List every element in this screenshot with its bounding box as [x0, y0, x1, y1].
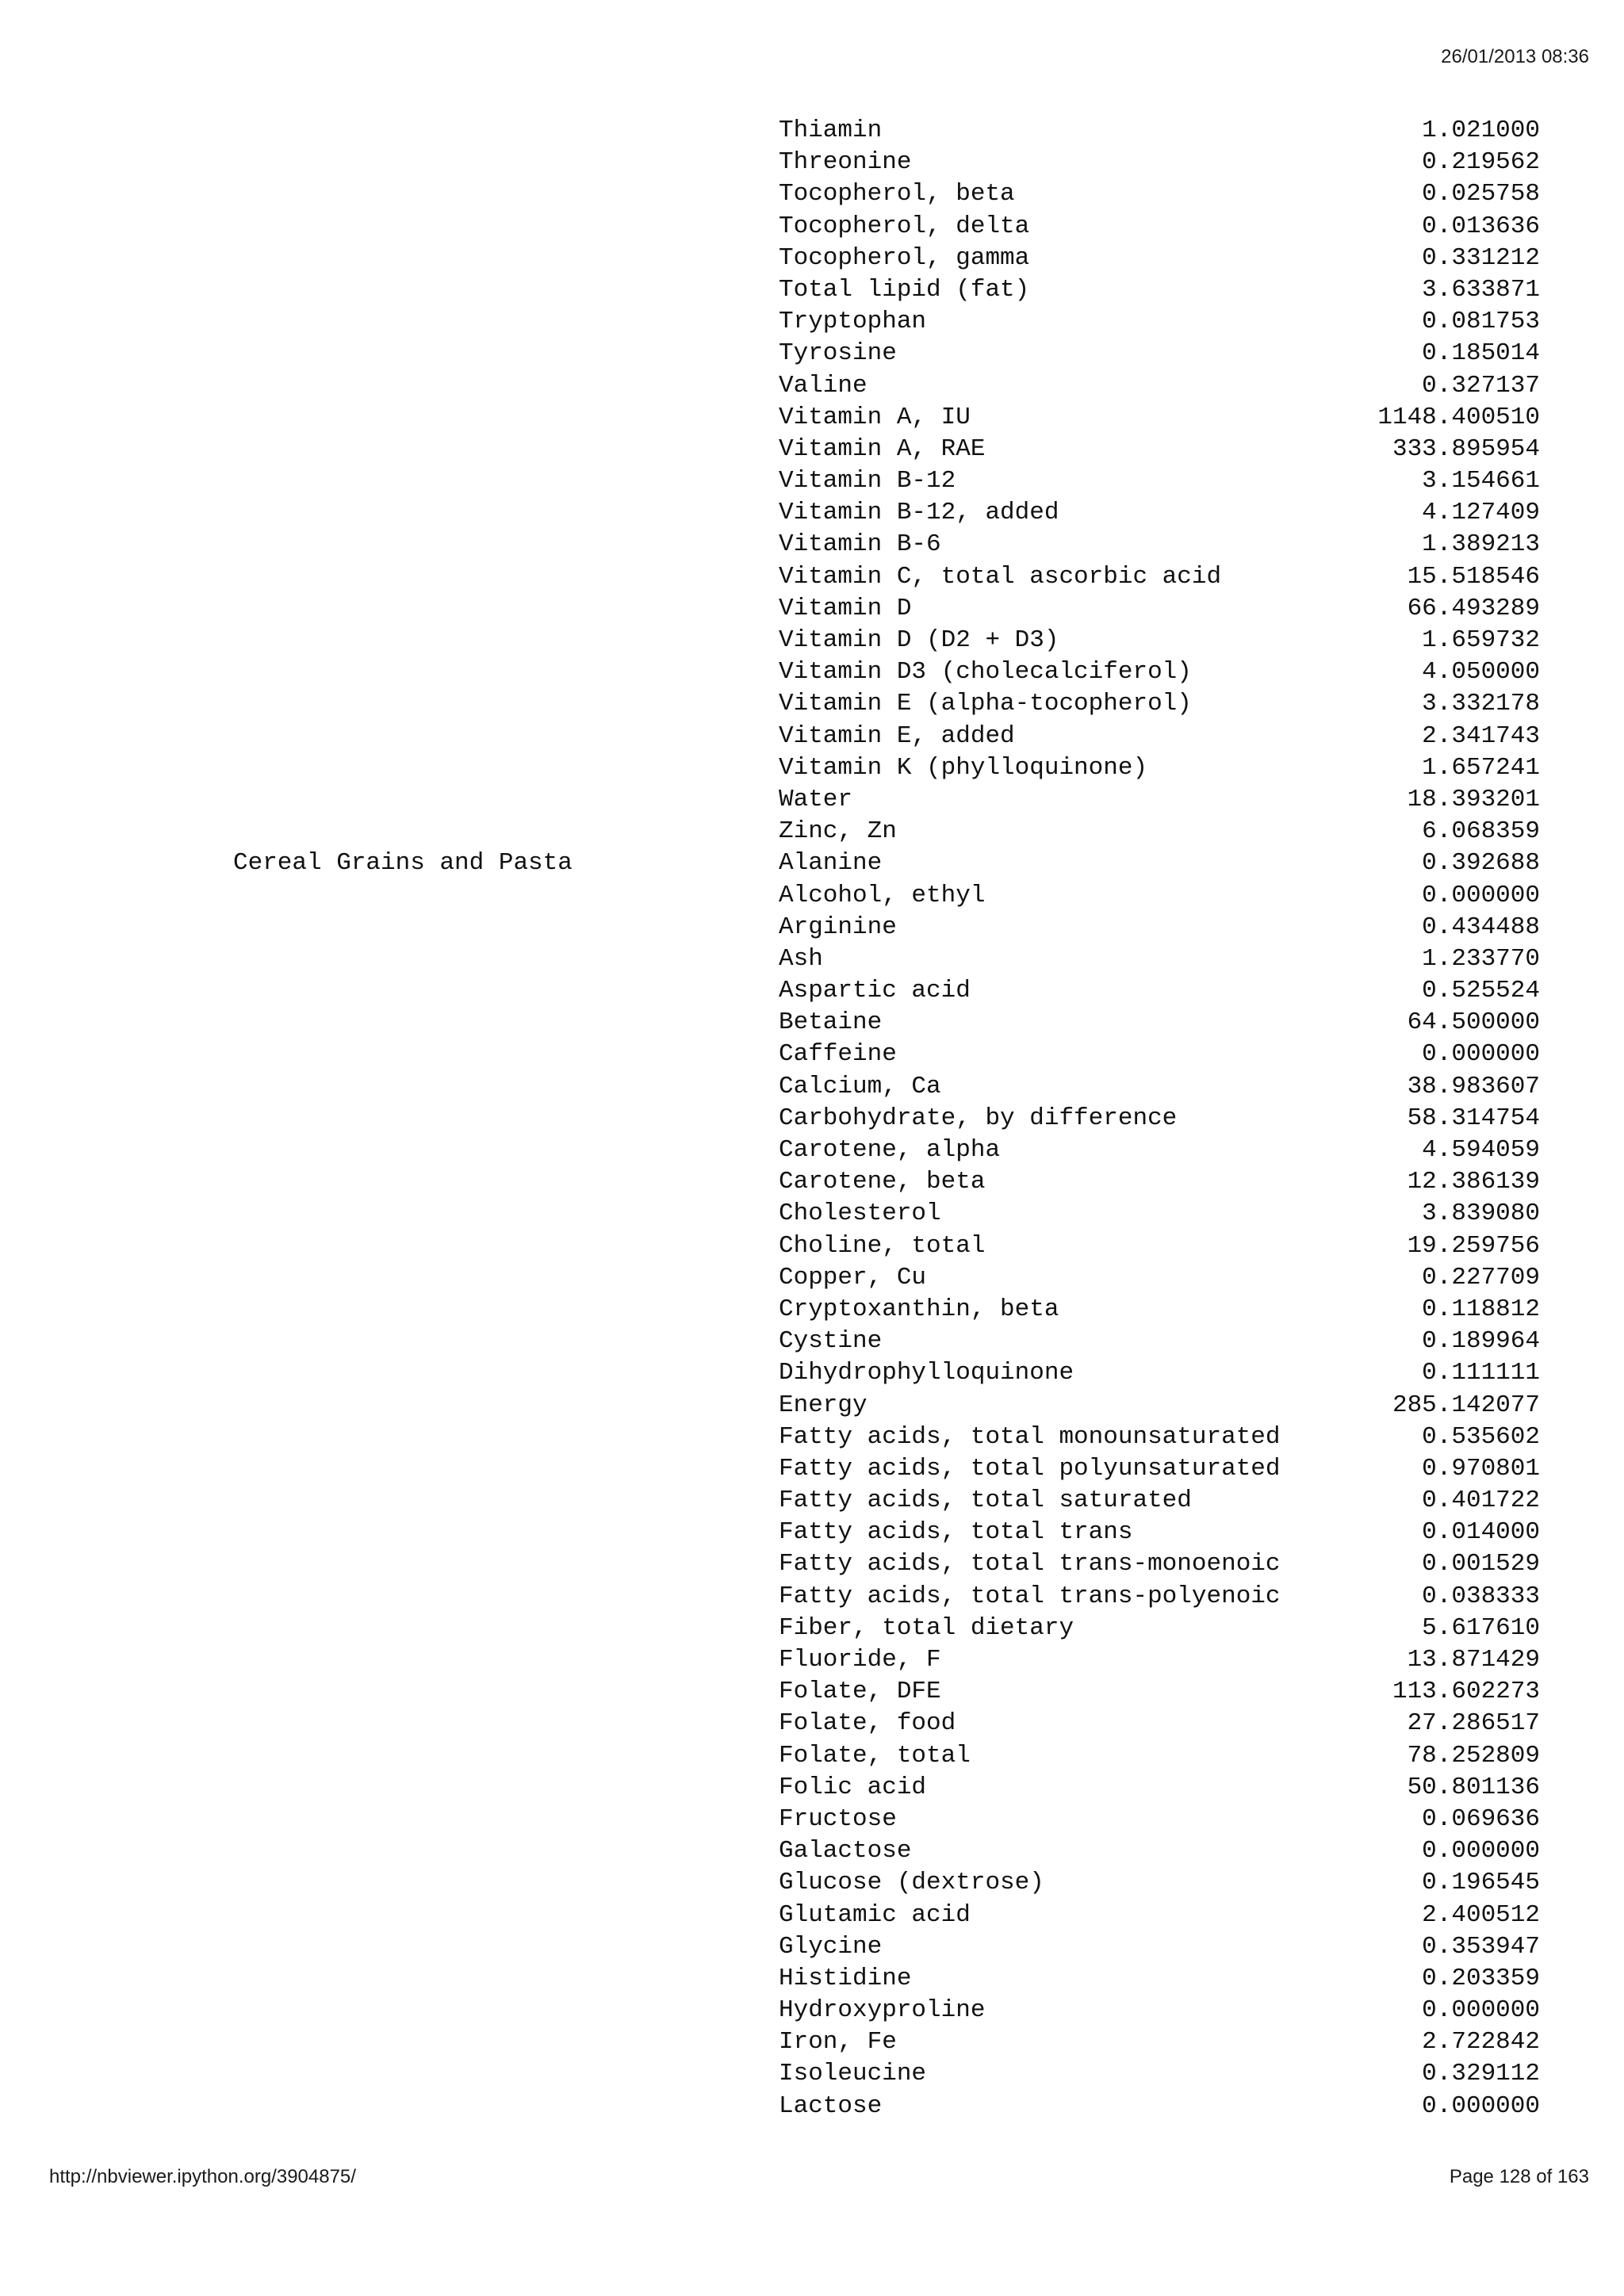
table-row [0, 1390, 1624, 1422]
nutrient-name: Vitamin B-12 [779, 467, 956, 496]
nutrient-name: Valine [779, 371, 868, 400]
nutrient-value: 0.329112 [1422, 2060, 1540, 2088]
nutrient-name: Thiamin [779, 117, 883, 144]
nutrient-value: 5.617610 [1422, 1613, 1540, 1642]
nutrient-value: 0.118812 [1422, 1295, 1540, 1323]
table-row [0, 243, 1624, 274]
nutrient-value: 1.657241 [1422, 753, 1540, 782]
table-row [0, 561, 1624, 593]
nutrient-name: Vitamin E, added [779, 721, 1015, 750]
table-row [0, 1708, 1624, 1739]
nutrient-name: Folate, DFE [779, 1678, 941, 1706]
nutrient-value: 0.000000 [1422, 1040, 1540, 1069]
table-row [0, 211, 1624, 243]
nutrient-value: 1.233770 [1422, 944, 1540, 973]
table-row [0, 1039, 1624, 1070]
nutrient-name: Vitamin D3 (cholecalciferol) [779, 658, 1192, 687]
nutrient-value: 0.392688 [1422, 849, 1540, 878]
nutrient-value: 78.252809 [1407, 1741, 1540, 1770]
nutrient-name: Tocopherol, beta [779, 180, 1015, 209]
table-row [0, 1772, 1624, 1804]
nutrient-name: Calcium, Ca [779, 1072, 941, 1100]
table-row [0, 147, 1624, 178]
nutrient-value: 0.525524 [1422, 977, 1540, 1005]
table-row [0, 274, 1624, 306]
table-row [0, 1867, 1624, 1899]
table-row [0, 115, 1624, 147]
nutrient-name: Alcohol, ethyl [779, 881, 986, 909]
table-row [0, 370, 1624, 402]
nutrient-name: Folate, food [779, 1709, 956, 1738]
table-row [0, 625, 1624, 656]
nutrient-name: Tyrosine [779, 339, 897, 368]
nutrient-name: Fatty acids, total trans [779, 1518, 1133, 1547]
nutrient-name: Hydroxyproline [779, 1996, 986, 2025]
nutrient-name: Dihydrophylloquinone [779, 1359, 1074, 1387]
nutrient-name: Vitamin A, RAE [779, 434, 986, 463]
nutrient-name: Vitamin B-6 [779, 530, 941, 559]
nutrient-name: Threonine [779, 148, 912, 177]
table-row [0, 1485, 1624, 1517]
table-row [0, 178, 1624, 210]
nutrient-value: 0.331212 [1422, 243, 1540, 272]
table-row [0, 1357, 1624, 1389]
nutrient-name: Fatty acids, total trans-monoenoic [779, 1550, 1281, 1578]
nutrient-value: 3.633871 [1422, 275, 1540, 304]
nutrient-value: 0.219562 [1422, 148, 1540, 177]
table-row [0, 1835, 1624, 1867]
table-row [0, 1900, 1624, 1931]
nutrient-value: 4.594059 [1422, 1136, 1540, 1164]
nutrient-name: Vitamin E (alpha-tocopherol) [779, 690, 1192, 718]
table-row [0, 593, 1624, 625]
category-label: Cereal Grains and Pasta [233, 849, 573, 878]
nutrient-name: Total lipid (fat) [779, 275, 1030, 304]
nutrient-value: 2.722842 [1422, 2028, 1540, 2057]
table-row [0, 1294, 1624, 1326]
table-row [0, 1198, 1624, 1230]
table-row [0, 1517, 1624, 1548]
nutrient-name: Folic acid [779, 1773, 927, 1801]
table-row [0, 752, 1624, 784]
table-row [0, 2058, 1624, 2090]
nutrient-name: Histidine [779, 1964, 912, 1992]
nutrient-value: 1.389213 [1422, 530, 1540, 559]
table-row [0, 656, 1624, 688]
table-row [0, 1548, 1624, 1580]
nutrient-value: 0.185014 [1422, 339, 1540, 368]
nutrient-name: Glucose (dextrose) [779, 1869, 1044, 1897]
nutrient-value: 0.025758 [1422, 180, 1540, 209]
nutrient-name: Arginine [779, 913, 897, 941]
nutrient-name: Fatty acids, total monounsaturated [779, 1422, 1281, 1451]
table-row [0, 402, 1624, 434]
table-row [0, 338, 1624, 369]
table-row [0, 784, 1624, 816]
nutrient-value: 0.000000 [1422, 2091, 1540, 2120]
table-row [0, 912, 1624, 943]
table-row [0, 497, 1624, 529]
nutrient-value: 0.038333 [1422, 1582, 1540, 1610]
nutrient-table [0, 115, 1624, 2122]
nutrient-name: Cryptoxanthin, beta [779, 1295, 1059, 1323]
nutrient-value: 15.518546 [1407, 562, 1540, 591]
nutrient-name: Vitamin K (phylloquinone) [779, 753, 1148, 782]
nutrient-name: Copper, Cu [779, 1263, 927, 1292]
nutrient-value: 0.013636 [1422, 212, 1540, 240]
nutrient-value: 0.000000 [1422, 881, 1540, 909]
nutrient-value: 113.602273 [1392, 1678, 1540, 1706]
nutrient-name: Caffeine [779, 1040, 897, 1069]
table-row [0, 1644, 1624, 1676]
nutrient-name: Ash [779, 944, 823, 973]
table-row [0, 848, 1624, 879]
nutrient-value: 0.227709 [1422, 1263, 1540, 1292]
nutrient-name: Carotene, alpha [779, 1136, 1001, 1164]
nutrient-name: Glycine [779, 1932, 883, 1961]
nutrient-name: Galactose [779, 1837, 912, 1866]
nutrient-value: 66.493289 [1407, 594, 1540, 622]
table-row [0, 529, 1624, 561]
nutrient-value: 0.535602 [1422, 1422, 1540, 1451]
nutrient-value: 58.314754 [1407, 1104, 1540, 1132]
table-row [0, 688, 1624, 720]
nutrient-name: Fatty acids, total trans-polyenoic [779, 1582, 1281, 1610]
table-row [0, 1613, 1624, 1644]
table-row [0, 943, 1624, 975]
table-row [0, 1103, 1624, 1135]
nutrient-value: 1.659732 [1422, 626, 1540, 654]
table-row [0, 1230, 1624, 1262]
table-row [0, 306, 1624, 338]
nutrient-name: Fatty acids, total polyunsaturated [779, 1454, 1281, 1483]
nutrient-value: 0.189964 [1422, 1327, 1540, 1356]
nutrient-value: 2.341743 [1422, 721, 1540, 750]
table-row [0, 1963, 1624, 1995]
nutrient-value: 4.050000 [1422, 658, 1540, 687]
nutrient-name: Fatty acids, total saturated [779, 1487, 1192, 1515]
nutrient-value: 19.259756 [1407, 1231, 1540, 1260]
footer-url: http://nbviewer.ipython.org/3904875/ [49, 2166, 356, 2187]
table-row [0, 880, 1624, 912]
nutrient-name: Betaine [779, 1008, 883, 1037]
table-row [0, 816, 1624, 848]
table-row [0, 1931, 1624, 1963]
table-row [0, 1135, 1624, 1166]
nutrient-name: Carotene, beta [779, 1168, 986, 1196]
nutrient-value: 2.400512 [1422, 1900, 1540, 1929]
nutrient-value: 12.386139 [1407, 1168, 1540, 1196]
nutrient-name: Folate, total [779, 1741, 971, 1770]
table-row [0, 2091, 1624, 2122]
nutrient-name: Alanine [779, 849, 883, 878]
nutrient-value: 1148.400510 [1377, 403, 1540, 431]
nutrient-name: Water [779, 785, 853, 813]
table-row [0, 1422, 1624, 1453]
nutrient-value: 0.081753 [1422, 308, 1540, 336]
nutrient-value: 0.353947 [1422, 1932, 1540, 1961]
nutrient-value: 0.000000 [1422, 1837, 1540, 1866]
nutrient-value: 0.069636 [1422, 1804, 1540, 1833]
table-row [0, 465, 1624, 497]
table-row [0, 1262, 1624, 1294]
nutrient-value: 3.839080 [1422, 1200, 1540, 1228]
nutrient-name: Fiber, total dietary [779, 1613, 1074, 1642]
nutrient-name: Iron, Fe [779, 2028, 897, 2057]
nutrient-value: 0.203359 [1422, 1964, 1540, 1992]
nutrient-name: Fluoride, F [779, 1646, 941, 1674]
nutrient-name: Vitamin D (D2 + D3) [779, 626, 1059, 654]
nutrient-name: Aspartic acid [779, 977, 971, 1005]
nutrient-value: 0.196545 [1422, 1869, 1540, 1897]
nutrient-value: 0.327137 [1422, 371, 1540, 400]
nutrient-value: 38.983607 [1407, 1072, 1540, 1100]
nutrient-value: 0.111111 [1422, 1359, 1540, 1387]
nutrient-name: Vitamin B-12, added [779, 499, 1059, 527]
nutrient-value: 18.393201 [1407, 785, 1540, 813]
nutrient-name: Tocopherol, delta [779, 212, 1030, 240]
table-row [0, 1676, 1624, 1708]
nutrient-value: 64.500000 [1407, 1008, 1540, 1037]
page-number: Page 128 of 163 [1449, 2166, 1589, 2187]
nutrient-value: 3.332178 [1422, 690, 1540, 718]
nutrient-name: Energy [779, 1391, 868, 1419]
nutrient-value: 0.001529 [1422, 1550, 1540, 1578]
table-row [0, 1166, 1624, 1198]
table-row [0, 1007, 1624, 1039]
nutrient-name: Carbohydrate, by difference [779, 1104, 1178, 1132]
table-row [0, 1804, 1624, 1835]
table-row [0, 1740, 1624, 1772]
nutrient-value: 6.068359 [1422, 817, 1540, 846]
nutrient-value: 13.871429 [1407, 1646, 1540, 1674]
nutrient-name: Lactose [779, 2091, 883, 2120]
table-row [0, 1453, 1624, 1485]
nutrient-value: 50.801136 [1407, 1773, 1540, 1801]
nutrient-name: Vitamin D [779, 594, 912, 622]
nutrient-value: 333.895954 [1392, 434, 1540, 463]
nutrient-name: Tocopherol, gamma [779, 243, 1030, 272]
table-row [0, 434, 1624, 465]
nutrient-name: Isoleucine [779, 2060, 927, 2088]
nutrient-name: Cholesterol [779, 1200, 941, 1228]
nutrient-value: 4.127409 [1422, 499, 1540, 527]
nutrient-value: 285.142077 [1392, 1391, 1540, 1419]
nutrient-value: 1.021000 [1422, 117, 1540, 144]
nutrient-name: Fructose [779, 1804, 897, 1833]
table-row [0, 1581, 1624, 1613]
nutrient-value: 0.014000 [1422, 1518, 1540, 1547]
nutrient-name: Vitamin C, total ascorbic acid [779, 562, 1222, 591]
nutrient-value: 0.401722 [1422, 1487, 1540, 1515]
print-timestamp: 26/01/2013 08:36 [1441, 46, 1589, 67]
nutrient-value: 0.970801 [1422, 1454, 1540, 1483]
table-row [0, 2026, 1624, 2058]
table-row [0, 1326, 1624, 1357]
nutrient-value: 0.000000 [1422, 1996, 1540, 2025]
nutrient-name: Zinc, Zn [779, 817, 897, 846]
nutrient-value: 27.286517 [1407, 1709, 1540, 1738]
table-row [0, 721, 1624, 752]
nutrient-value: 3.154661 [1422, 467, 1540, 496]
nutrient-name: Cystine [779, 1327, 883, 1356]
nutrient-name: Vitamin A, IU [779, 403, 971, 431]
table-row [0, 1071, 1624, 1103]
table-row [0, 975, 1624, 1007]
nutrient-name: Choline, total [779, 1231, 986, 1260]
table-row [0, 1995, 1624, 2026]
nutrient-name: Glutamic acid [779, 1900, 971, 1929]
nutrient-value: 0.434488 [1422, 913, 1540, 941]
nutrient-name: Tryptophan [779, 308, 927, 336]
